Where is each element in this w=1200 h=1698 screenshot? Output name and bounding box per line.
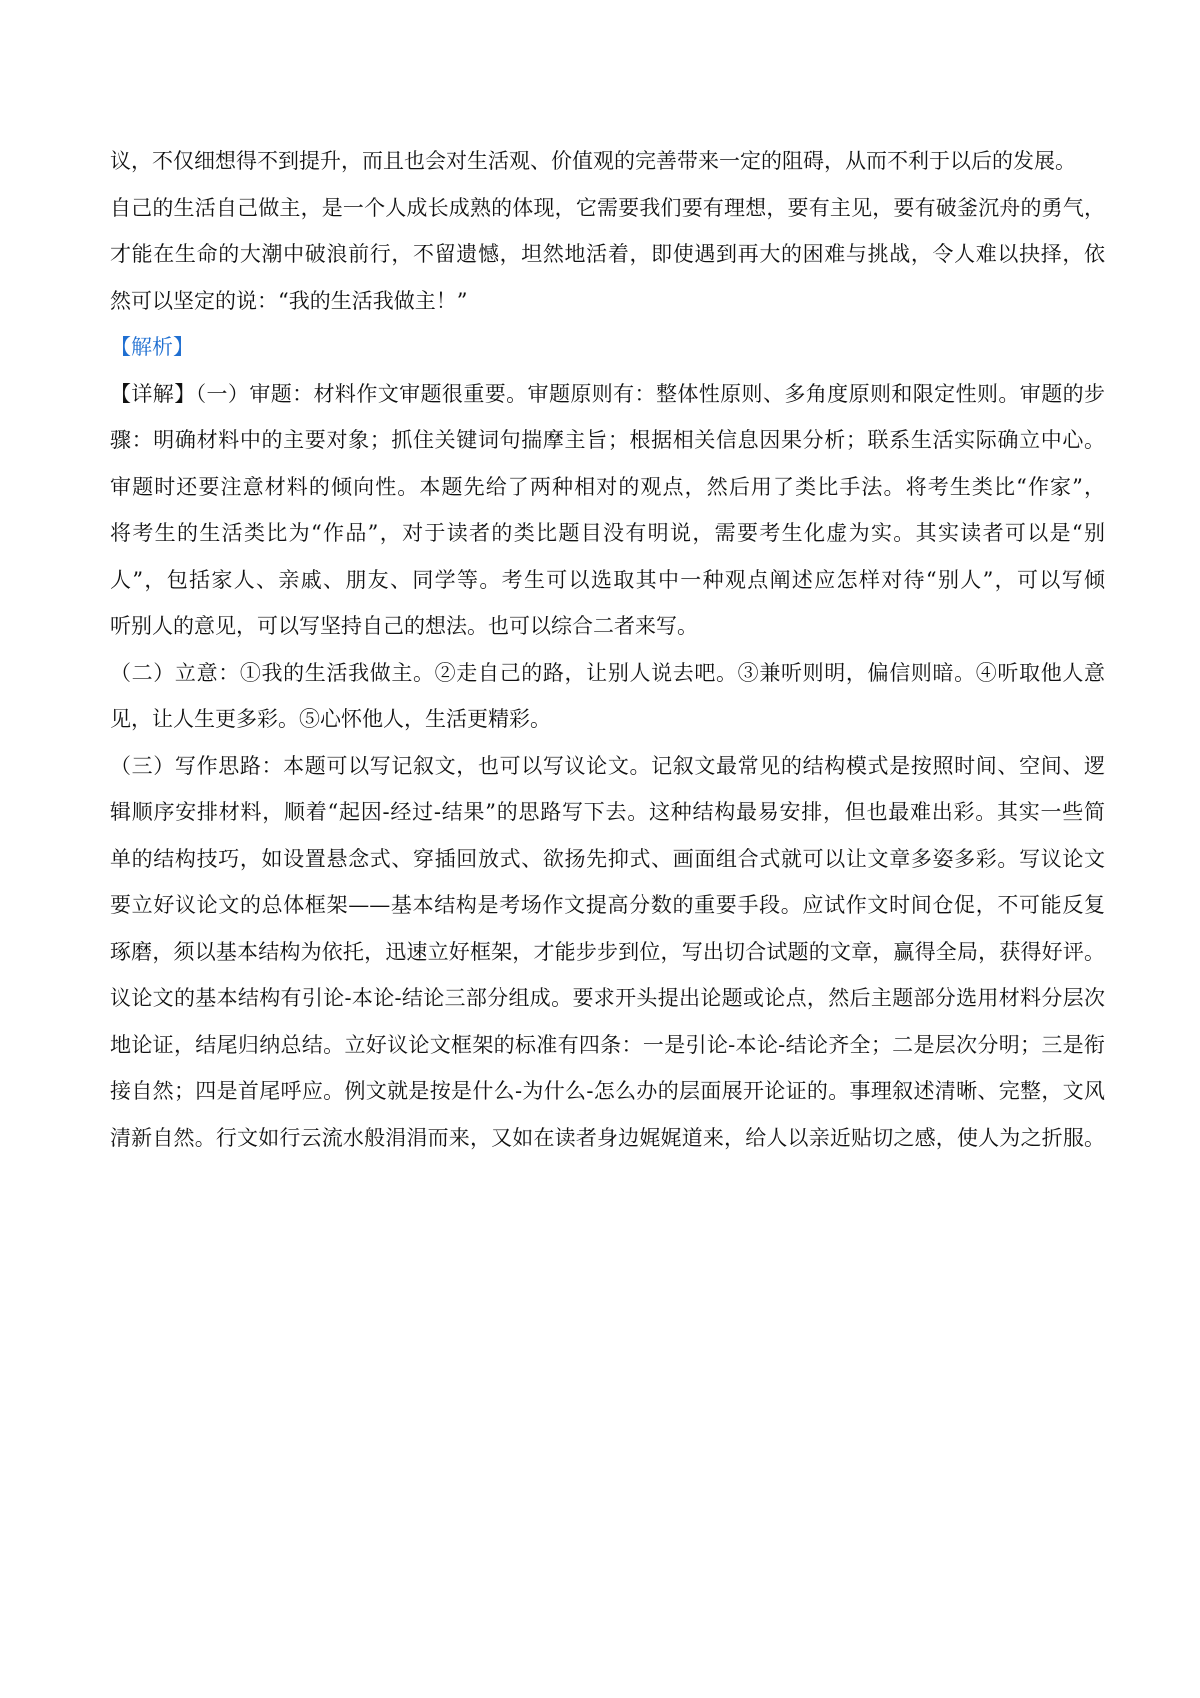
- text-line: （二）立意：①我的生活我做主。②走自己的路，让别人说去吧。③兼听则明，偏信则暗。④听取他人意: [110, 660, 1105, 685]
- text-line: 审题时还要注意材料的倾向性。本题先给了两种相对的观点，然后用了类比手法。将考生类比“作家”，: [110, 474, 1105, 499]
- text-line: 自己的生活自己做主，是一个人成长成熟的体现，它需要我们要有理想，要有主见，要有破釜沉舟的勇气，: [110, 195, 1105, 220]
- text-line: 单的结构技巧，如设置悬念式、穿插回放式、欲扬先抑式、画面组合式就可以让文章多姿多彩。写议论文: [110, 846, 1105, 871]
- text-line: 将考生的生活类比为“作品”，对于读者的类比题目没有明说，需要考生化虚为实。其实读者可以是“别: [110, 521, 1105, 545]
- text-line: （三）写作思路：本题可以写记叙文，也可以写议论文。记叙文最常见的结构模式是按照时间、空间、逻: [110, 753, 1105, 778]
- text-line: 要立好议论文的总体框架——基本结构是考场作文提高分数的重要手段。应试作文时间仓促，不可能反复: [110, 893, 1105, 917]
- document-page: [110, 138, 1105, 1161]
- text-line: 【详解】（一）审题：材料作文审题很重要。审题原则有：整体性原则、多角度原则和限定性则。审题的步: [110, 381, 1105, 406]
- text-line: 接自然；四是首尾呼应。例文就是按是什么-为什么-怎么办的层面展开论证的。事理叙述清晰、完整，文风: [110, 1079, 1105, 1103]
- text-line: 地论证，结尾归纳总结。立好议论文框架的标准有四条：一是引论-本论-结论齐全；二是层次分明；三是衔: [110, 1032, 1105, 1057]
- text-line: 琢磨，须以基本结构为依托，迅速立好框架，才能步步到位，写出切合试题的文章，赢得全局，获得好评。: [110, 939, 1105, 964]
- text-line: 才能在生命的大潮中破浪前行，不留遗憾，坦然地活着，即使遇到再大的困难与挑战，令人难以抉择，依: [110, 242, 1105, 266]
- text-line: 辑顺序安排材料，顺着“起因-经过-结果”的思路写下去。这种结构最易安排，但也最难出彩。其实一些简: [110, 800, 1105, 824]
- text-line: 见，让人生更多彩。⑤心怀他人，生活更精彩。: [110, 707, 551, 731]
- text-line: 然可以坚定的说：“我的生活我做主！”: [110, 288, 468, 313]
- text-line: 清新自然。行文如行云流水般涓涓而来，又如在读者身边娓娓道来，给人以亲近贴切之感，使人为之折服。: [110, 1125, 1105, 1150]
- text-line: 议论文的基本结构有引论-本论-结论三部分组成。要求开头提出论题或论点，然后主题部分选用材料分层次: [110, 986, 1105, 1010]
- text-line: 人”，包括家人、亲戚、朋友、同学等。考生可以选取其中一种观点阐述应怎样对待“别人”，可以写倾: [110, 567, 1105, 592]
- text-line: 议，不仅细想得不到提升，而且也会对生活观、价值观的完善带来一定的阻碍，从而不利于以后的发展。: [110, 149, 1076, 173]
- text-line: 听别人的意见，可以写坚持自己的想法。也可以综合二者来写。: [110, 614, 698, 638]
- section-heading: 【解析】: [110, 335, 194, 359]
- text-line: 骤：明确材料中的主要对象；抓住关键词句揣摩主旨；根据相关信息因果分析；联系生活实际确立中心。: [110, 428, 1105, 452]
